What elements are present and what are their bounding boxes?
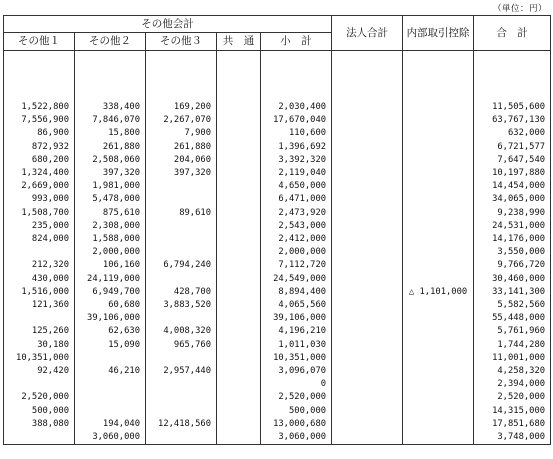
- corp-total-cell: [332, 405, 403, 418]
- internal-elim-cell: [403, 299, 474, 312]
- subtotal-cell: 4,650,000: [261, 180, 332, 193]
- grand-total-cell: 5,582,560: [474, 299, 551, 312]
- other3-cell: 428,700: [146, 286, 217, 299]
- other1-cell: [4, 312, 75, 325]
- internal-elim-cell: [403, 246, 474, 259]
- header-other-accounts: その他会計: [4, 16, 332, 33]
- other2-cell: [75, 405, 146, 418]
- other3-cell: 2,267,070: [146, 114, 217, 127]
- common-cell: [217, 207, 261, 220]
- grand-total-cell: 3,550,000: [474, 246, 551, 259]
- corp-total-cell: [332, 141, 403, 154]
- other2-cell: 106,160: [75, 259, 146, 272]
- header-internal-elim: 内部取引控除: [403, 16, 474, 51]
- table-row: [4, 233, 551, 246]
- common-cell: [217, 246, 261, 259]
- grand-total-cell: 3,748,000: [474, 431, 551, 445]
- other2-cell: 2,308,000: [75, 220, 146, 233]
- other2-cell: 3,060,000: [75, 431, 146, 445]
- table-row: [4, 259, 551, 272]
- internal-elim-cell: [403, 273, 474, 286]
- table-row: [4, 405, 551, 418]
- other1-cell: 212,320: [4, 259, 75, 272]
- common-cell: [217, 365, 261, 378]
- spacer-cell: [4, 51, 75, 102]
- subtotal-cell: 2,412,000: [261, 233, 332, 246]
- table-row: [4, 127, 551, 140]
- spacer-row: [4, 51, 551, 102]
- other2-cell: 338,400: [75, 101, 146, 114]
- internal-elim-cell: [403, 352, 474, 365]
- subtotal-cell: 4,065,560: [261, 299, 332, 312]
- common-cell: [217, 431, 261, 445]
- internal-elim-cell: [403, 127, 474, 140]
- table-row: [4, 339, 551, 352]
- other3-cell: 6,794,240: [146, 259, 217, 272]
- internal-elim-cell: [403, 207, 474, 220]
- table-row: [4, 114, 551, 127]
- corp-total-cell: [332, 391, 403, 404]
- common-cell: [217, 193, 261, 206]
- table-row: [4, 246, 551, 259]
- other2-cell: 875,610: [75, 207, 146, 220]
- subtotal-cell: 0: [261, 378, 332, 391]
- common-cell: [217, 101, 261, 114]
- grand-total-cell: 1,744,280: [474, 339, 551, 352]
- internal-elim-cell: [403, 114, 474, 127]
- other3-cell: [146, 312, 217, 325]
- internal-elim-cell: [403, 391, 474, 404]
- corp-total-cell: [332, 299, 403, 312]
- corp-total-cell: [332, 207, 403, 220]
- other3-cell: 204,060: [146, 154, 217, 167]
- spacer-cell: [146, 51, 217, 102]
- common-cell: [217, 220, 261, 233]
- header-corp-total: 法人合計: [332, 16, 403, 51]
- subtotal-cell: 2,030,400: [261, 101, 332, 114]
- header-grand-total: 合 計: [474, 16, 551, 51]
- other2-cell: 24,119,000: [75, 273, 146, 286]
- subtotal-cell: 2,000,000: [261, 246, 332, 259]
- financial-table: [3, 15, 551, 445]
- other3-cell: 397,320: [146, 167, 217, 180]
- internal-elim-cell: [403, 418, 474, 431]
- other3-cell: [146, 273, 217, 286]
- header-other2: その他２: [75, 33, 146, 51]
- other2-cell: 2,508,060: [75, 154, 146, 167]
- subtotal-cell: 8,894,400: [261, 286, 332, 299]
- other3-cell: [146, 391, 217, 404]
- spacer-cell: [332, 51, 403, 102]
- internal-elim-cell: [403, 193, 474, 206]
- corp-total-cell: [332, 418, 403, 431]
- other2-cell: [75, 352, 146, 365]
- other1-cell: 388,080: [4, 418, 75, 431]
- corp-total-cell: [332, 246, 403, 259]
- subtotal-cell: 2,473,920: [261, 207, 332, 220]
- corp-total-cell: [332, 352, 403, 365]
- spacer-cell: [217, 51, 261, 102]
- other2-cell: 261,880: [75, 141, 146, 154]
- other1-cell: 872,932: [4, 141, 75, 154]
- subtotal-cell: 10,351,000: [261, 352, 332, 365]
- subtotal-cell: 2,119,040: [261, 167, 332, 180]
- grand-total-cell: 9,238,990: [474, 207, 551, 220]
- subtotal-cell: 2,520,000: [261, 391, 332, 404]
- other2-cell: 1,588,000: [75, 233, 146, 246]
- grand-total-cell: 14,176,000: [474, 233, 551, 246]
- spacer-cell: [261, 51, 332, 102]
- internal-elim-cell: [403, 312, 474, 325]
- other2-cell: 194,040: [75, 418, 146, 431]
- table-row: [4, 207, 551, 220]
- other1-cell: [4, 246, 75, 259]
- corp-total-cell: [332, 154, 403, 167]
- other2-cell: 60,680: [75, 299, 146, 312]
- other2-cell: 15,800: [75, 127, 146, 140]
- corp-total-cell: [332, 365, 403, 378]
- grand-total-cell: 34,065,000: [474, 193, 551, 206]
- internal-elim-cell: [403, 339, 474, 352]
- subtotal-cell: 3,392,320: [261, 154, 332, 167]
- table-row: [4, 312, 551, 325]
- other3-cell: 4,008,320: [146, 325, 217, 338]
- corp-total-cell: [332, 180, 403, 193]
- table-row: [4, 299, 551, 312]
- other1-cell: 86,900: [4, 127, 75, 140]
- subtotal-cell: 1,396,692: [261, 141, 332, 154]
- table-row: [4, 101, 551, 114]
- other1-cell: 430,000: [4, 273, 75, 286]
- internal-elim-cell: [403, 431, 474, 445]
- internal-elim-cell: [403, 405, 474, 418]
- internal-elim-cell: [403, 141, 474, 154]
- other1-cell: 92,420: [4, 365, 75, 378]
- grand-total-cell: 4,258,320: [474, 365, 551, 378]
- common-cell: [217, 273, 261, 286]
- corp-total-cell: [332, 273, 403, 286]
- other3-cell: [146, 378, 217, 391]
- corp-total-cell: [332, 114, 403, 127]
- other3-cell: [146, 180, 217, 193]
- other2-cell: [75, 391, 146, 404]
- grand-total-cell: 30,460,000: [474, 273, 551, 286]
- other1-cell: 235,000: [4, 220, 75, 233]
- table-row: [4, 391, 551, 404]
- other3-cell: [146, 405, 217, 418]
- subtotal-cell: 24,549,000: [261, 273, 332, 286]
- corp-total-cell: [332, 286, 403, 299]
- grand-total-cell: 14,454,000: [474, 180, 551, 193]
- table-row: [4, 193, 551, 206]
- other1-cell: [4, 431, 75, 445]
- common-cell: [217, 405, 261, 418]
- spacer-cell: [403, 51, 474, 102]
- common-cell: [217, 299, 261, 312]
- internal-elim-cell: [403, 101, 474, 114]
- other1-cell: 2,520,000: [4, 391, 75, 404]
- other2-cell: 397,320: [75, 167, 146, 180]
- other2-cell: 2,000,000: [75, 246, 146, 259]
- internal-elim-cell: [403, 259, 474, 272]
- grand-total-cell: 11,505,600: [474, 101, 551, 114]
- header-other1: その他１: [4, 33, 75, 51]
- internal-elim-cell: [403, 220, 474, 233]
- other2-cell: 46,210: [75, 365, 146, 378]
- common-cell: [217, 167, 261, 180]
- spacer-cell: [474, 51, 551, 102]
- subtotal-cell: 3,096,070: [261, 365, 332, 378]
- other3-cell: [146, 220, 217, 233]
- other3-cell: 12,418,560: [146, 418, 217, 431]
- grand-total-cell: 24,531,000: [474, 220, 551, 233]
- table-row: [4, 220, 551, 233]
- subtotal-cell: 1,011,030: [261, 339, 332, 352]
- other3-cell: 89,610: [146, 207, 217, 220]
- grand-total-cell: 2,394,000: [474, 378, 551, 391]
- table-row: [4, 180, 551, 193]
- other3-cell: [146, 193, 217, 206]
- subtotal-cell: 7,112,720: [261, 259, 332, 272]
- table-row: [4, 378, 551, 391]
- other2-cell: 39,106,000: [75, 312, 146, 325]
- other1-cell: 680,200: [4, 154, 75, 167]
- subtotal-cell: 3,060,000: [261, 431, 332, 445]
- table-row: [4, 273, 551, 286]
- other1-cell: 500,000: [4, 405, 75, 418]
- grand-total-cell: 5,761,960: [474, 325, 551, 338]
- corp-total-cell: [332, 259, 403, 272]
- corp-total-cell: [332, 220, 403, 233]
- grand-total-cell: 11,001,000: [474, 352, 551, 365]
- other3-cell: [146, 246, 217, 259]
- table-row: [4, 325, 551, 338]
- subtotal-cell: 4,196,210: [261, 325, 332, 338]
- internal-elim-cell: [403, 180, 474, 193]
- other1-cell: 824,000: [4, 233, 75, 246]
- other3-cell: 3,883,520: [146, 299, 217, 312]
- corp-total-cell: [332, 127, 403, 140]
- internal-elim-cell: [403, 365, 474, 378]
- internal-elim-cell: [403, 154, 474, 167]
- common-cell: [217, 259, 261, 272]
- common-cell: [217, 418, 261, 431]
- other3-cell: 7,900: [146, 127, 217, 140]
- grand-total-cell: 55,448,000: [474, 312, 551, 325]
- unit-note: （単位：円）: [492, 4, 547, 14]
- internal-elim-cell: [403, 325, 474, 338]
- other1-cell: 1,508,700: [4, 207, 75, 220]
- subtotal-cell: 13,000,680: [261, 418, 332, 431]
- other2-cell: 5,478,000: [75, 193, 146, 206]
- header-subtotal: 小 計: [261, 33, 332, 51]
- internal-elim-cell: [403, 167, 474, 180]
- table-row: [4, 167, 551, 180]
- corp-total-cell: [332, 325, 403, 338]
- corp-total-cell: [332, 233, 403, 246]
- other3-cell: [146, 233, 217, 246]
- table-row: [4, 352, 551, 365]
- subtotal-cell: 110,600: [261, 127, 332, 140]
- corp-total-cell: [332, 431, 403, 445]
- table-row: [4, 286, 551, 299]
- common-cell: [217, 312, 261, 325]
- corp-total-cell: [332, 378, 403, 391]
- table-row: [4, 154, 551, 167]
- other1-cell: 125,260: [4, 325, 75, 338]
- other2-cell: 1,981,000: [75, 180, 146, 193]
- other3-cell: 261,880: [146, 141, 217, 154]
- corp-total-cell: [332, 167, 403, 180]
- common-cell: [217, 154, 261, 167]
- common-cell: [217, 352, 261, 365]
- spacer-cell: [75, 51, 146, 102]
- internal-elim-cell: [403, 378, 474, 391]
- other1-cell: 1,324,400: [4, 167, 75, 180]
- header-other3: その他３: [146, 33, 217, 51]
- common-cell: [217, 339, 261, 352]
- corp-total-cell: [332, 312, 403, 325]
- other2-cell: 7,846,070: [75, 114, 146, 127]
- common-cell: [217, 114, 261, 127]
- other2-cell: 15,090: [75, 339, 146, 352]
- grand-total-cell: 2,520,000: [474, 391, 551, 404]
- common-cell: [217, 141, 261, 154]
- grand-total-cell: 63,767,130: [474, 114, 551, 127]
- other1-cell: 10,351,000: [4, 352, 75, 365]
- subtotal-cell: 2,543,000: [261, 220, 332, 233]
- corp-total-cell: [332, 193, 403, 206]
- other1-cell: 1,522,800: [4, 101, 75, 114]
- corp-total-cell: [332, 339, 403, 352]
- other3-cell: 169,200: [146, 101, 217, 114]
- grand-total-cell: 17,851,680: [474, 418, 551, 431]
- other1-cell: 7,556,900: [4, 114, 75, 127]
- corp-total-cell: [332, 101, 403, 114]
- grand-total-cell: 14,315,000: [474, 405, 551, 418]
- other3-cell: [146, 431, 217, 445]
- other1-cell: 30,180: [4, 339, 75, 352]
- grand-total-cell: 9,766,720: [474, 259, 551, 272]
- grand-total-cell: 33,141,300: [474, 286, 551, 299]
- internal-elim-cell: △ 1,101,000: [403, 286, 474, 299]
- common-cell: [217, 233, 261, 246]
- common-cell: [217, 127, 261, 140]
- common-cell: [217, 286, 261, 299]
- grand-total-cell: 10,197,880: [474, 167, 551, 180]
- other1-cell: [4, 378, 75, 391]
- grand-total-cell: 632,000: [474, 127, 551, 140]
- other2-cell: [75, 378, 146, 391]
- common-cell: [217, 325, 261, 338]
- table-body: [4, 51, 551, 445]
- other1-cell: 2,669,000: [4, 180, 75, 193]
- table-row: [4, 365, 551, 378]
- header-common: 共 通: [217, 33, 261, 51]
- grand-total-cell: 7,647,540: [474, 154, 551, 167]
- common-cell: [217, 378, 261, 391]
- subtotal-cell: 39,106,000: [261, 312, 332, 325]
- other3-cell: 965,760: [146, 339, 217, 352]
- other1-cell: 993,000: [4, 193, 75, 206]
- other3-cell: 2,957,440: [146, 365, 217, 378]
- other1-cell: 121,360: [4, 299, 75, 312]
- subtotal-cell: 500,000: [261, 405, 332, 418]
- internal-elim-cell: [403, 233, 474, 246]
- other1-cell: 1,516,000: [4, 286, 75, 299]
- other3-cell: [146, 352, 217, 365]
- subtotal-cell: 17,670,040: [261, 114, 332, 127]
- table-row: [4, 431, 551, 445]
- other2-cell: 6,949,700: [75, 286, 146, 299]
- common-cell: [217, 180, 261, 193]
- other2-cell: 62,630: [75, 325, 146, 338]
- subtotal-cell: 6,471,000: [261, 193, 332, 206]
- table-row: [4, 141, 551, 154]
- common-cell: [217, 391, 261, 404]
- grand-total-cell: 6,721,577: [474, 141, 551, 154]
- table-row: [4, 418, 551, 431]
